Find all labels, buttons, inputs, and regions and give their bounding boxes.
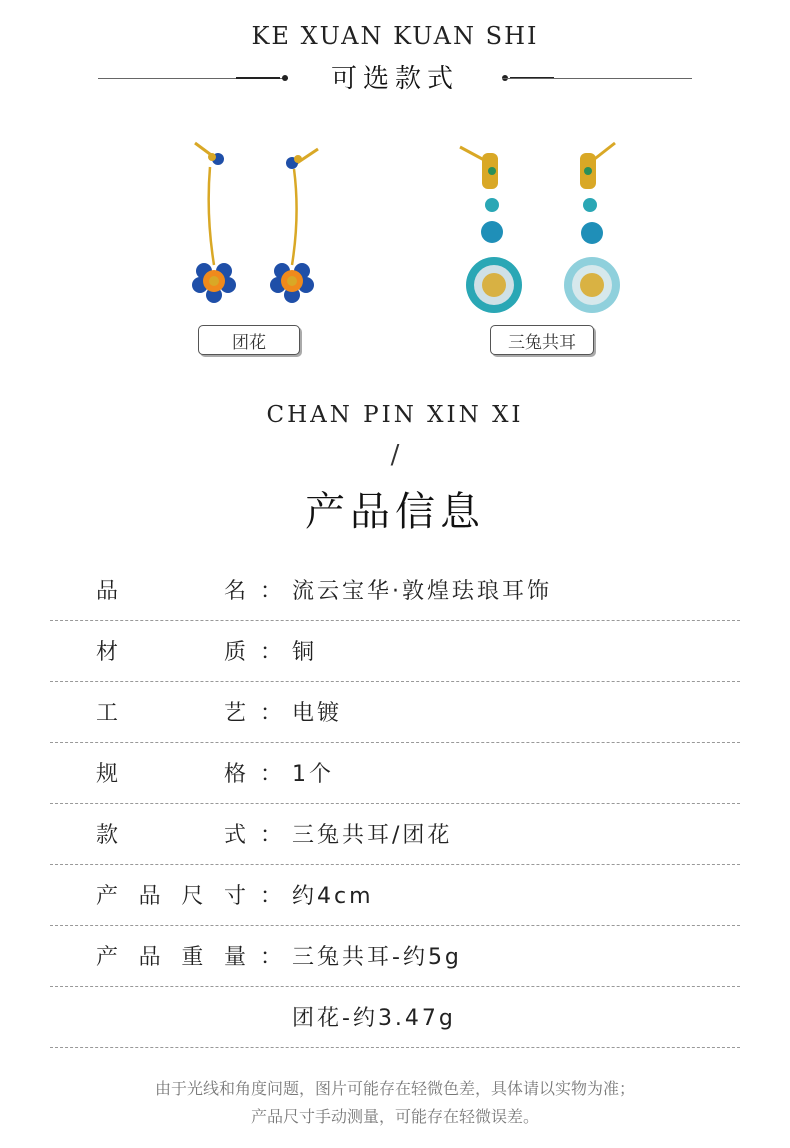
info-value: 三兔共耳-约5g (292, 945, 462, 970)
info-label: 产 品 重 量 (96, 945, 246, 970)
info-colon: ： (260, 579, 283, 604)
product-info-title-en: CHAN PIN XIN XI (266, 402, 524, 428)
info-colon: ： (260, 945, 283, 970)
santu-earring-left (460, 147, 522, 313)
info-label: 规 格 (96, 762, 246, 787)
info-colon: ： (260, 823, 283, 848)
product-info-title-cn: 产品信息 (305, 489, 485, 535)
info-colon: ： (260, 762, 283, 787)
tuanhua-earring-right (270, 149, 318, 303)
tuanhua-earring-left (192, 143, 236, 303)
header-title-cn: 可选款式 (330, 64, 459, 94)
info-row-spec (50, 743, 740, 804)
info-row-name (50, 560, 740, 621)
santu-earring-right (564, 143, 620, 313)
info-value: 三兔共耳/团花 (292, 823, 453, 848)
variant-label-santu: 三兔共耳 (490, 325, 594, 355)
info-row-craft (50, 682, 740, 743)
header-line-right (502, 78, 692, 79)
info-value: 流云宝华·敦煌珐琅耳饰 (292, 579, 552, 604)
info-label: 款 式 (96, 823, 246, 848)
info-colon: ： (260, 884, 283, 909)
info-value: 铜 (292, 640, 318, 665)
info-value: 团花-约3.47g (292, 1006, 456, 1031)
info-value: 约4cm (292, 884, 374, 909)
info-row-size (50, 865, 740, 926)
tuanhua-earrings-image (170, 135, 340, 310)
info-colon: ： (260, 640, 283, 665)
info-row-weight (50, 926, 740, 987)
footnote-line2: 产品尺寸手动测量，可能存在轻微误差。 (250, 1107, 539, 1126)
row-divider (50, 1047, 740, 1048)
variant-label-tuanhua: 团花 (198, 325, 300, 355)
info-value: 电镀 (292, 701, 343, 726)
product-info-slash: / (390, 440, 400, 470)
info-label: 品 名 (96, 579, 246, 604)
info-label: 工 艺 (96, 701, 246, 726)
info-row-weight-2 (50, 987, 740, 1048)
footnote-line1: 由于光线和角度问题，图片可能存在轻微色差，具体请以实物为准； (154, 1079, 635, 1098)
info-value: 1个 (292, 762, 334, 787)
info-label: 材 质 (96, 640, 246, 665)
info-label: 产 品 尺 寸 (96, 884, 246, 909)
info-colon: ： (260, 701, 283, 726)
info-row-material (50, 621, 740, 682)
info-row-style (50, 804, 740, 865)
santu-earrings-image (450, 135, 640, 315)
header-title-en: KE XUAN KUAN SHI (251, 22, 539, 50)
